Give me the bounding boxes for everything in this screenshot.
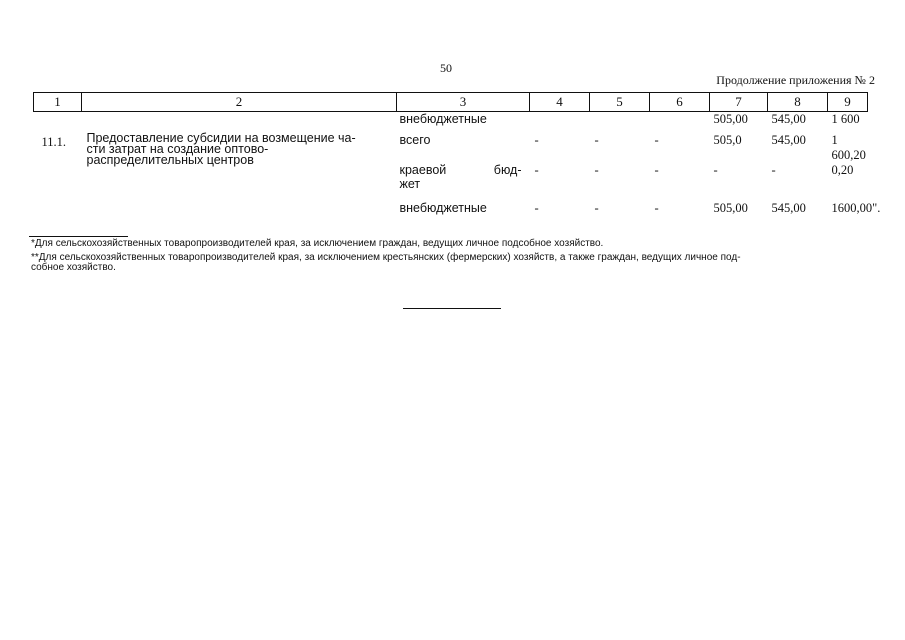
funding-source: внебюджетные bbox=[399, 201, 487, 215]
value-col6 bbox=[650, 112, 710, 134]
value-col8: 545,00 bbox=[771, 112, 806, 126]
value-col9: 1600,00". bbox=[831, 201, 881, 215]
footnote-2: **Для сельскохозяйственных товаропроизводителей края, за исключением крестьянских (фермерских) хозяйств, а также граждан, ведущих личное под- bbox=[31, 251, 741, 263]
funding-source-line bbox=[400, 163, 530, 177]
value-col4: - bbox=[534, 133, 539, 147]
header-cell: 1 bbox=[34, 93, 82, 112]
funding-source: всего bbox=[399, 133, 431, 147]
row-description bbox=[82, 112, 397, 134]
end-of-document-rule bbox=[403, 308, 501, 309]
funding-source-word: краевой bbox=[399, 163, 447, 177]
appendix-continuation-note: Продолжение приложения № 2 bbox=[716, 73, 875, 87]
description-line: сти затрат на создание оптово- bbox=[86, 142, 269, 156]
footnotes bbox=[31, 239, 877, 274]
footnote-2-continuation: собное хозяйство. bbox=[31, 262, 116, 273]
value-col8: - bbox=[771, 163, 776, 177]
table-row bbox=[34, 112, 868, 134]
value-col9: 0,20 bbox=[831, 163, 854, 177]
funding-source bbox=[397, 163, 530, 201]
row-number bbox=[34, 112, 82, 134]
page-number: 50 bbox=[440, 61, 452, 75]
value-col6: - bbox=[654, 201, 659, 215]
value-col6: - bbox=[654, 133, 659, 147]
value-col7: 505,00 bbox=[713, 112, 748, 126]
value-col4 bbox=[530, 112, 590, 134]
header-cell: 9 bbox=[828, 93, 868, 112]
row-description bbox=[82, 133, 397, 225]
description-line: Предоставление субсидии на возмещение ча- bbox=[86, 131, 356, 145]
header-cell: 6 bbox=[650, 93, 710, 112]
row-number: 11.1. bbox=[41, 135, 67, 149]
description-line: распределительных центров bbox=[86, 153, 254, 167]
table-header-row bbox=[34, 93, 868, 112]
footnote-1: *Для сельскохозяйственных товаропроизводителей края, за исключением граждан, ведущих личное подсобное хозяйство. bbox=[31, 238, 604, 249]
value-col7: - bbox=[713, 163, 718, 177]
funding-source-word: бюд- bbox=[493, 163, 522, 177]
header-cell: 2 bbox=[82, 93, 397, 112]
value-col8: 545,00 bbox=[771, 201, 806, 215]
value-col9: 1 600 bbox=[831, 112, 860, 126]
value-col7: 505,00 bbox=[713, 201, 748, 215]
funding-source-line: жет bbox=[399, 177, 421, 191]
value-col8: 545,00 bbox=[771, 133, 806, 147]
value-col6: - bbox=[654, 163, 659, 177]
value-col7: 505,0 bbox=[713, 133, 742, 147]
value-col4: - bbox=[534, 163, 539, 177]
footnote-separator bbox=[29, 236, 128, 237]
header-cell: 8 bbox=[768, 93, 828, 112]
value-col4: - bbox=[534, 201, 539, 215]
header-cell: 5 bbox=[590, 93, 650, 112]
value-col9: 1 600,20 bbox=[831, 133, 866, 162]
header-cell: 4 bbox=[530, 93, 590, 112]
budget-table bbox=[33, 92, 881, 225]
header-cell: 7 bbox=[710, 93, 768, 112]
value-col5: - bbox=[594, 163, 599, 177]
value-col5: - bbox=[594, 133, 599, 147]
header-cell: 3 bbox=[397, 93, 530, 112]
value-col5 bbox=[590, 112, 650, 134]
table-row bbox=[34, 133, 868, 163]
funding-source: внебюджетные bbox=[399, 112, 487, 126]
value-col5: - bbox=[594, 201, 599, 215]
